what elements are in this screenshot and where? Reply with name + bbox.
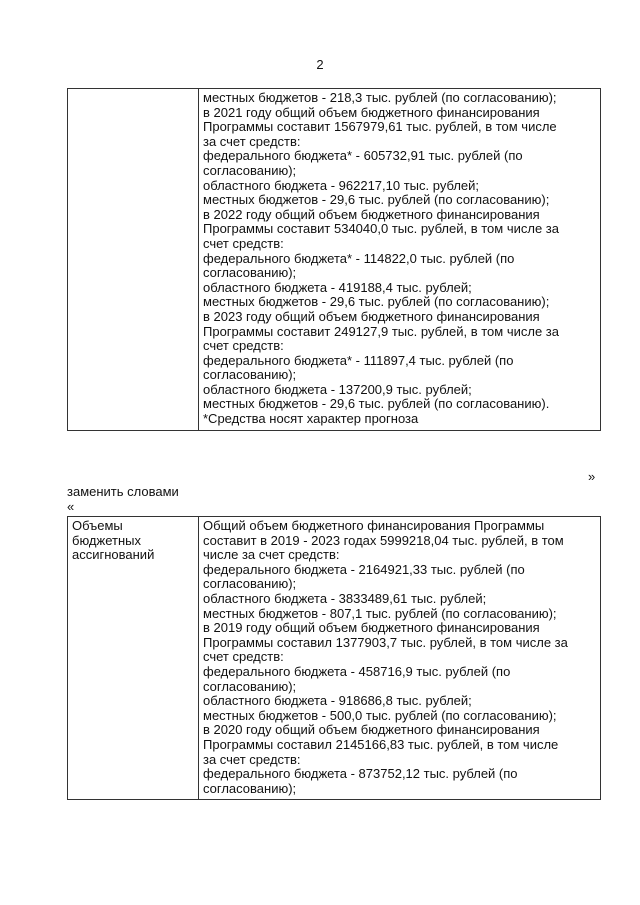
text-line: за счет средств: — [203, 133, 301, 149]
text-line: согласованию); — [203, 265, 297, 281]
text-line: Программы составит 249127,9 тыс. рублей, в том числе за — [203, 323, 559, 339]
text-line: в 2021 году общий объем бюджетного финансирования — [203, 104, 540, 120]
text-line: областного бюджета - 137200,9 тыс. рублей; — [203, 381, 472, 397]
text-line: согласованию); — [203, 576, 297, 592]
table-bottom-left-cell — [68, 517, 199, 800]
text-line: Программы составит 1567979,61 тыс. рублей, в том числе — [203, 119, 557, 135]
text-line: согласованию); — [203, 367, 297, 383]
text-line: федерального бюджета - 458716,9 тыс. рублей (по — [203, 663, 511, 679]
text-line: в 2022 году общий объем бюджетного финансирования — [203, 206, 540, 222]
budget-table-top — [67, 88, 601, 431]
text-line: согласованию); — [203, 162, 297, 178]
text-line: федерального бюджета - 2164921,33 тыс. рублей (по — [203, 561, 525, 577]
text-line: Общий объем бюджетного финансирования Программы — [203, 518, 545, 533]
text-line: Программы составил 1377903,7 тыс. рублей, в том числе за — [203, 634, 568, 650]
text-line: федерального бюджета* - 111897,4 тыс. рублей (по — [203, 352, 514, 368]
table-row — [68, 517, 601, 800]
text-line: счет средств: — [203, 338, 284, 354]
text-line: местных бюджетов - 807,1 тыс. рублей (по согласованию); — [203, 605, 557, 621]
text-line: составит в 2019 - 2023 годах 5999218,04 тыс. рублей, в том — [203, 532, 564, 548]
text-line: федерального бюджета* - 605732,91 тыс. рублей (по — [203, 148, 523, 164]
text-line: согласованию); — [203, 780, 297, 796]
text-line: областного бюджета - 962217,10 тыс. рублей; — [203, 177, 480, 193]
table-row — [68, 89, 601, 431]
text-line: местных бюджетов - 500,0 тыс. рублей (по согласованию); — [203, 707, 557, 723]
table-top-left-cell — [68, 89, 199, 431]
table-top-right-cell — [199, 89, 601, 431]
text-line: областного бюджета - 3833489,61 тыс. рублей; — [203, 590, 487, 606]
text-line: в 2020 году общий объем бюджетного финансирования — [203, 722, 540, 738]
budget-table-bottom — [67, 516, 601, 800]
forecast-footnote: *Средства носят характер прогноза — [203, 411, 419, 427]
text-line: счет средств: — [203, 235, 284, 251]
text-line: в 2019 году общий объем бюджетного финансирования — [203, 620, 540, 636]
replace-phrase: заменить словами — [67, 484, 179, 499]
closing-quote: » — [588, 469, 596, 484]
page-number: 2 — [316, 57, 324, 72]
text-line: федерального бюджета - 873752,12 тыс. рублей (по — [203, 766, 518, 782]
text-line: числе за счет средств: — [203, 547, 340, 563]
table-bottom-right-cell — [199, 517, 601, 800]
text-line: областного бюджета - 419188,4 тыс. рублей; — [203, 279, 472, 295]
text-line: местных бюджетов - 29,6 тыс. рублей (по согласованию); — [203, 192, 550, 208]
text-line: за счет средств: — [203, 751, 301, 767]
text-line: счет средств: — [203, 649, 284, 665]
text-line: местных бюджетов - 29,6 тыс. рублей (по согласованию). — [203, 396, 550, 412]
text-line: федерального бюджета* - 114822,0 тыс. рублей (по — [203, 250, 515, 266]
text-line: местных бюджетов - 29,6 тыс. рублей (по согласованию); — [203, 294, 550, 310]
row-heading-line: ассигнований — [72, 547, 155, 563]
text-line: в 2023 году общий объем бюджетного финансирования — [203, 308, 540, 324]
text-line: Программы составил 2145166,83 тыс. рублей, в том числе — [203, 736, 559, 752]
text-line: областного бюджета - 918686,8 тыс. рублей; — [203, 693, 472, 709]
text-line: Программы составит 534040,0 тыс. рублей, в том числе за — [203, 221, 559, 237]
opening-quote: « — [67, 499, 75, 514]
row-heading-line: бюджетных — [72, 532, 141, 548]
text-line: местных бюджетов - 218,3 тыс. рублей (по согласованию); — [203, 90, 557, 105]
text-line: согласованию); — [203, 678, 297, 694]
row-heading-line: Объемы — [72, 518, 123, 533]
